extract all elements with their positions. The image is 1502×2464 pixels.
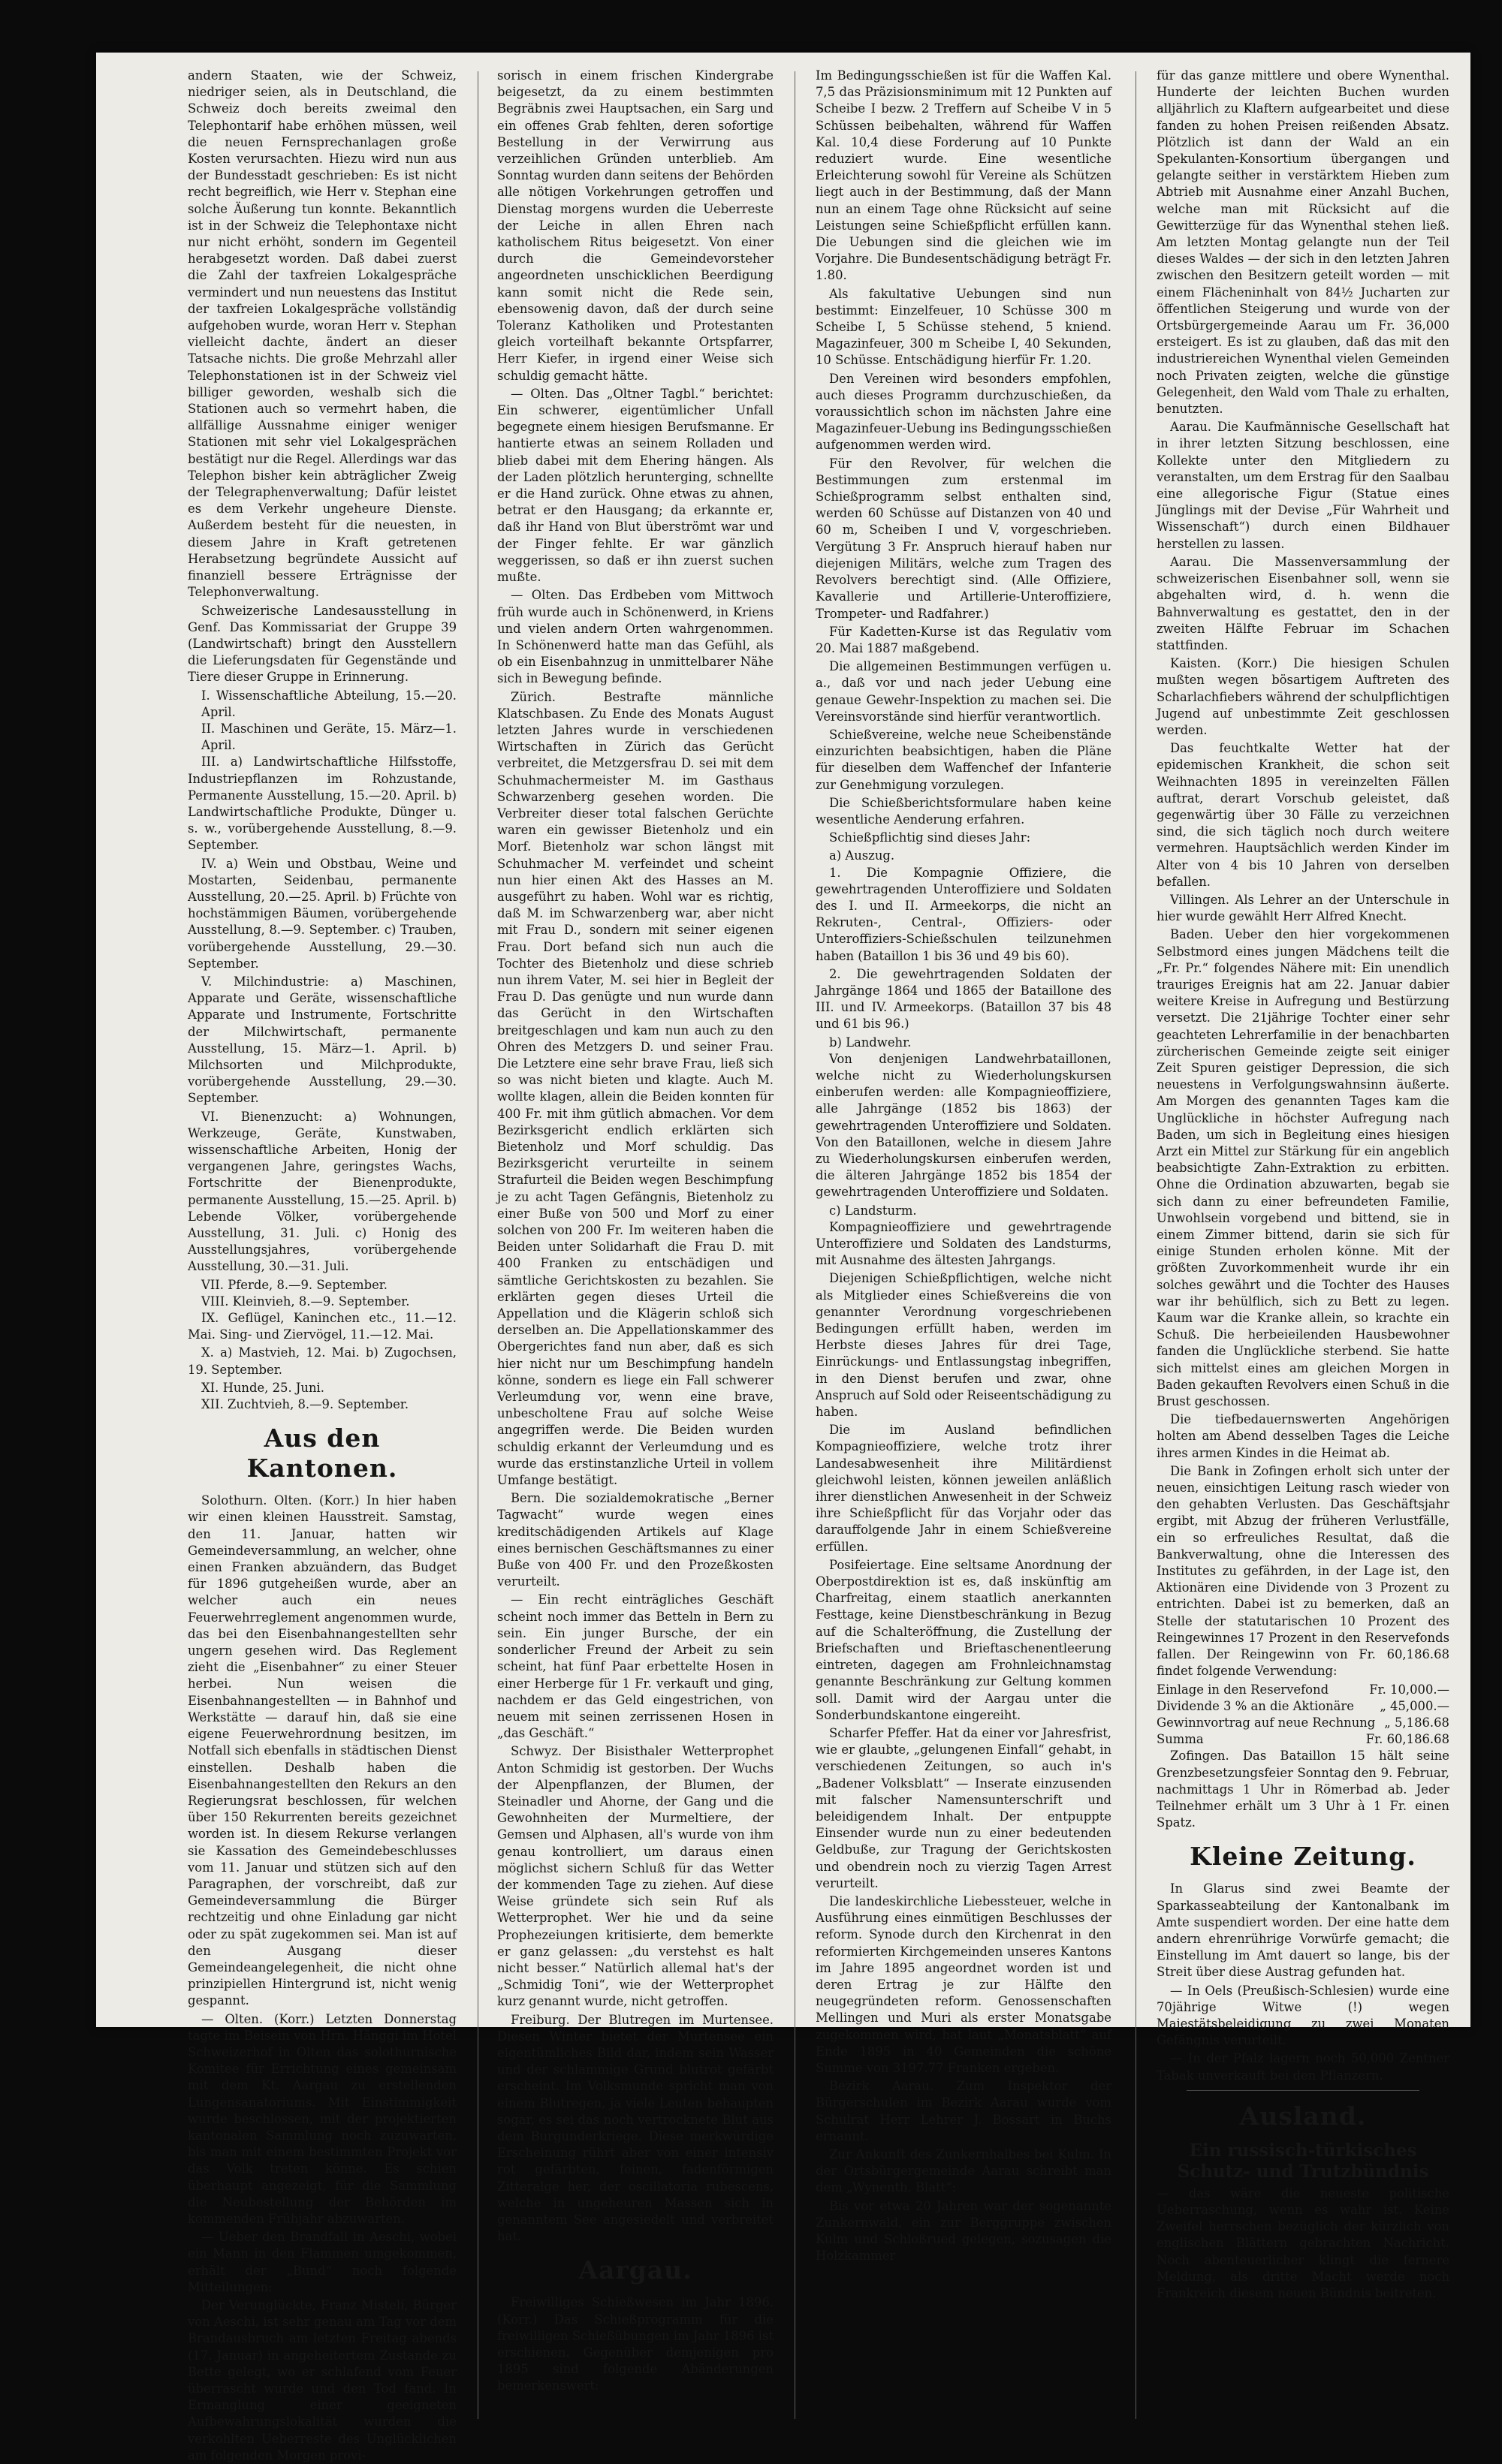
list-line: II. Maschinen und Geräte, 15. März—1. April.: [201, 721, 457, 753]
article-paragraph: — In der Pfalz lagern noch 50,000 Zentner Tabak unverkauft bei den Pflanzern.: [1157, 2051, 1449, 2083]
article-paragraph: Baden. Ueber den hier vorgekommenen Selbstmord eines jungen Mädchens teilt die „Fr. Pr.“ folgendes Nähere mit: Ein unendlich trauriges Ereignis hat am 22. Januar dabier weitere Kreise in Aufregung und Bestürzung versetzt. Die 21jährige Tochter einer sehr geachteten Lehrerfamilie in der benachbarten zürcherischen Gemeinde zeigte seit einiger Zeit Spuren geistiger Depression, die sich neuestens in Verfolgungswahnsinn äußerte. Am Morgen des genannten Tages kam die Unglückliche in höchster Aufregung nach Baden, um sich in Begleitung eines hiesigen Arzt ein Mittel zur Stärkung für ein angeblich beabsichtigte Zahn-Extraktion zu erbitten. Ohne die Ordination abzuwarten, begab sie sich dann zu einer befreundeten Familie, Unwohlsein vorgebend und bittend, sie in einem Zimmer bittend, darin sie sich für einige Stunden erholen könne. Mit der größten Zuvorkommenheit wurde ihr ein solches gewährt und die Tochter des Hauses war ihr behülflich, sich zu Bett zu legen. Kaum war die Kranke allein, so krachte ein Schuß. Die herbeieilenden Hausbewohner fanden die Unglückliche sterbend. Sie hatte sich mittelst eines am gleichen Morgen in Baden gekauften Revolvers einen Schuß in die Brust geschossen.: [1157, 927, 1449, 1409]
article-paragraph: Posifeiertage. Eine seltsame Anordnung der Oberpostdirektion ist es, daß inskünftig am Charfreitag, einem staatlich anerkannten Festtage, keine Dienstbeschränkung in Bezug auf die Schalteröffnung, die Zustellung der Briefschaften und Brieftaschenentleerung eintreten, dagegen am Frohnleichnamstag genannte Beschränkung zur Geltung kommen soll. Damit wird der Aargau unter die Sonderbundskantone eingereiht.: [816, 1557, 1111, 1722]
article-paragraph: Schießvereine, welche neue Scheibenstände einzurichten beabsichtigen, haben die Pläne für dieselben dem Waffenchef der Infanterie zur Genehmigung vorzulegen.: [816, 727, 1111, 792]
article-paragraph: Schießpflichtig sind dieses Jahr:: [829, 830, 1031, 845]
ledger-amount: Fr. 10,000.—: [1369, 1682, 1449, 1697]
list-line: b) Landwehr.: [829, 1035, 912, 1050]
article-paragraph: Schwyz. Der Bisisthaler Wetterprophet Anton Schmidig ist gestorben. Der Wuchs der Alpenpflanzen, der Blumen, der Steinadler und Ahorne, der Gang und die Gewohnheiten der Murmeltiere, der Gemsen und Alphasen, all's wurde von ihm genau kontrolliert, um daraus einen möglichst sichern Schluß für das Wetter der kommenden Tage zu ziehen. Auf diese Weise gründete sich sein Ruf als Wetterprophet. Wer hie und da seine Prophezeiungen kritisierte, dem bemerkte er ganz gelassen: „du verstehst es halt nicht besser.“ Natürlich allemal hat's der „Schmidig Toni“, wie der Wetterprophet kurz genannt wurde, nicht getroffen.: [497, 1744, 774, 2009]
article-paragraph: Aarau. Die Kaufmännische Gesellschaft hat in ihrer letzten Sitzung beschlossen, eine Kollekte unter den Mitgliedern zu veranstalten, um dem Erstrag für den Saalbau eine allegorische Figur (Statue eines Jünglings mit der Devise „Für Wahrheit und Wissenschaft“) durch einen Bildhauer herstellen zu lassen.: [1157, 420, 1449, 551]
article-headline: Ein russisch-türkisches Schutz- und Trutzbündnis: [1177, 2140, 1429, 2182]
article-paragraph: Die Schießberichtsformulare haben keine wesentliche Aenderung erfahren.: [816, 795, 1111, 827]
article-paragraph: In Glarus sind zwei Beamte der Sparkasseabteilung der Kantonalbank im Amte suspendiert worden. Der eine hatte dem andern ehrenrührige Vorwürfe gemacht; die Einstellung im Amt dauert so lange, bis der Streit über diese Austrag gefunden hat.: [1157, 1881, 1449, 1980]
list-line: VIII. Kleinvieh, 8.—9. September.: [201, 1294, 410, 1309]
article-paragraph: Zürich. Bestrafte männliche Klatschbasen. Zu Ende des Monats August letzten Jahres wurde in verschiedenen Wirtschaften in Zürich das Gerücht verbreitet, die Metzgersfrau D. sei mit dem Schuhmachermeister M. im Gasthaus Schwarzenberg gesehen worden. Die Verbreiter dieser total falschen Gerüchte waren ein gewisser Bietenholz und ein Morf. Bietenholz war schon längst mit Schuhmacher M. verfeindet und scheint nun hier einen Akt des Hasses an M. ausgeführt zu haben. Wohl war es richtig, daß M. im Schwarzenberg war, aber nicht mit Frau D., sondern mit seiner eigenen Frau. Dort befand sich nun auch die Tochter des Bietenholz und diese schrieb nun ihrem Vater, M. sei hier in Begleit der Frau D. Das genügte und nun wurde dann das Gerücht in den Wirtschaften breitgeschlagen und kam nun auch zu den Ohren des Metzgers D. und seiner Frau. Die Letztere eine sehr brave Frau, ließ sich so was nicht bieten und klagte. Auch M. wollte klagen, allein die Beiden konnten für 400 Fr. mit ihm gütlich abmachen. Vor dem Bezirksgericht endlich erklärten sich Bietenholz und Morf schuldig. Das Bezirksgericht verurteilte in seinem Strafurteil die Beiden wegen Beschimpfung je zu acht Tagen Gefängnis, Bietenholz zu einer Buße von 500 und Morf zu einer solchen von 200 Fr. Im weiteren haben die Beiden unter Solidarhaft die Frau D. mit 400 Franken zu entschädigen und sämtliche Gerichtskosten zu bezahlen. Sie erklärten gegen dieses Urteil die Appellation und die Klägerin schloß sich derselben an. Die Appellationskammer des Obergerichtes fand nun aber, daß es sich hier nicht nur um Beschimpfung handeln könne, sondern es liege ein Fall schwerer Verleumdung vor, wenn eine brave, unbescholtene Frau auf solche Weise angegriffen werde. Die Beiden wurden schuldig erkannt der Verleumdung und es wurde das erstinstanzliche Urteil in vollem Umfange bestätigt.: [497, 689, 774, 1488]
list-line: XII. Zuchtvieh, 8.—9. September.: [201, 1397, 409, 1412]
article-paragraph: — Olten. Das „Oltner Tagbl.“ berichtet: Ein schwerer, eigentümlicher Unfall begegnete einem hiesigen Berufsmanne. Er hantierte etwas an seinem Rolladen und blieb dabei mit dem Ehering hängen. Als der Laden plötzlich herunterging, schnellte er die Hand zurück. Ohne etwas zu ahnen, betrat er den Hausgang; da erkannte er, daß ihr Hand von Blut überströmt war und der Finger fehlte. Er war gänzlich weggerissen, so daß er ihn zuerst suchen mußte.: [497, 386, 774, 585]
article-paragraph: — Ein recht einträgliches Geschäft scheint noch immer das Betteln in Bern zu sein. Ein junger Bursche, der ein sonderlicher Freund der Arbeit zu sein scheint, hat fünf Paar erbettelte Hosen in einer Herberge für 1 Fr. verkauft und ging, nachdem er das Geld eingestrichen, von neuem mit seinen zerrissenen Hosen in „das Geschäft.“: [497, 1592, 774, 1741]
ledger-label: Dividende 3 % an die Aktionäre: [1157, 1698, 1354, 1713]
ledger-row: [1157, 1682, 1449, 1698]
article-paragraph: Bern. Die sozialdemokratische „Berner Tagwacht“ wurde wegen eines kreditschädigenden Artikels auf Klage eines bernischen Geschäftsmannes zu einer Buße von 400 Fr. und den Prozeßkosten verurteilt.: [497, 1491, 774, 1589]
article-paragraph: Freiburg. Der Blutregen im Murtensee. Diesen Winter bietet der Murtensee ein eigentümliches Bild dar, indem sein Wasser und der schlammige Grund blutrot gefärbt erscheint. Im Volksmunde spricht man von einem Blutregen, ja viele Leuten behaupten sogar, es sei das noch vertrocknete Blut aus dem Burgunderkriege. Diese merkwürdige Erscheinung rührt aber von einer intensiv rot gefärbten, feinen, fadenförmigen Zitteralge her, der oscillatoria rubescens, welche in ungeheuren Massen sich in genanntem See angesiedelt und verbreitet hat.: [497, 2012, 774, 2244]
article-paragraph: Aarau. Die Massenversammlung der schweizerischen Eisenbahner soll, wenn sie abgehalten wird, d. h. wenn die Bahnverwaltung es gestattet, den in der zweiten Hälfte Februar im Schachen stattfinden.: [1157, 554, 1449, 652]
article-paragraph: — Ueber den Brandfall in Aeschi, wobei ein Mann in den Flammen umgekommen, erhält der „Bund“ noch folgende Mitteilungen:: [188, 2230, 457, 2294]
article-paragraph: V. Milchindustrie: a) Maschinen, Apparate und Geräte, wissenschaftliche Apparate und Instrumente, Fortschritte der Milchwirtschaft, permanente Ausstellung, 15. März—1. April. b) Milchsorten und Milchprodukte, vorübergehende Ausstellung, 29.—30. September.: [188, 974, 457, 1106]
article-paragraph: Villingen. Als Lehrer an der Unterschule in hier wurde gewählt Herr Alfred Knecht.: [1157, 892, 1449, 924]
article-paragraph: andern Staaten, wie der Schweiz, niedriger seien, als in Deutschland, die Schweiz doch bereits zweimal den Telephontarif habe erhöhen müssen, weil die neuen Fernsprechanlagen große Kosten verursachten. Hiezu wird nun aus der Bundesstadt geschrieben: Es ist nicht recht begreiflich, wie Herr v. Stephan eine solche Äußerung tun konnte. Bekanntlich ist in der Schweiz die Telephontaxe nicht nur nicht erhöht, sondern im Gegenteil herabgesetzt worden. Daß dabei zuerst die Zahl der taxfreien Lokalgespräche vermindert und nun neuestens das Institut der taxfreien Lokalgespräche vollständig aufgehoben wurde, woran Herr v. Stephan vielleicht dachte, ändert an dieser Tatsache nichts. Die große Mehrzahl aller Telephonstationen ist in der Schweiz viel billiger geworden, weshalb sich die Stationen auch so vermehrt haben, die allfällige Aussnahme einiger weniger Stationen mit sehr viel Lokalgesprächen bestätigt nur die Regel. Allerdings war das Telephon bisher kein abträglicher Zweig der Telegraphenverwaltung; Dafür leistet es dem Verkehr ungeheure Dienste. Außerdem besteht für die neuesten, in diesem Jahre in Kraft getretenen Herabsetzung begründete Aussicht auf finanziell bessere Erträgnisse der Telephonverwaltung.: [188, 68, 457, 600]
list-line: c) Landsturm.: [829, 1203, 917, 1218]
article-paragraph: Für den Revolver, für welchen die Bestimmungen zum erstenmal im Schießprogramm selbst enthalten sind, werden 60 Schüsse auf Distanzen von 40 und 60 m, Scheiben I und V, vorgeschrieben. Vergütung 3 Fr. Anspruch hierauf haben nur diejenigen Militärs, welche zum Tragen des Revolvers berechtigt sind. (Alle Offiziere, Kavallerie und Artillerie-Unteroffiziere, Trompeter- und Radfahrer.): [816, 456, 1111, 621]
ledger-row: [1157, 1731, 1449, 1748]
article-paragraph: Den Vereinen wird besonders empfohlen, auch dieses Programm durchzuschießen, da voraussichtlich schon im nächsten Jahre eine Magazinfeuer-Uebung ins Bedingungsschießen aufgenommen werden wird.: [816, 371, 1111, 453]
article-paragraph: sorisch in einem frischen Kindergrabe beigesetzt, da zu einem bestimmten Begräbnis zwei Hauptsachen, ein Sarg und ein offenes Grab fehlten, deren sofortige Bestellung in der Verwirrung aus verzeihlichen Gründen unterblieb. Am Sonntag wurden dann seitens der Behörden alle nötigen Vorkehrungen getroffen und Dienstag morgens wurden die Ueberreste der Leiche in allen Ehren nach katholischem Ritus beigesetzt. Von einer durch die Gemeindevorsteher angeordneten unschicklichen Beerdigung kann somit nicht die Rede sein, ebensowenig davon, daß der durch seine Toleranz Katholiken und Protestanten gleich vorteilhaft bekannte Ortspfarrer, Herr Kiefer, in irgend einer Weise sich schuldig gemacht hätte.: [497, 68, 774, 383]
article-paragraph: 1. Die Kompagnie Offiziere, die gewehrtragenden Unteroffiziere und Soldaten des I. und II. Armeekorps, die nicht an Rekruten-, Central-, Offiziers- oder Unteroffiziers-Schießschulen teilzunehmen haben (Bataillon 1 bis 36 und 49 bis 60).: [816, 865, 1111, 963]
column-4: [1157, 68, 1449, 2426]
section-heading: Aus den Kantonen.: [246, 1423, 398, 1484]
article-paragraph: Als fakultative Uebungen sind nun bestimmt: Einzelfeuer, 10 Schüsse 300 m Scheibe I, 5 Schüsse stehend, 5 kniend. Magazinfeuer, 300 m Scheibe I, 40 Sekunden, 10 Schüsse. Entschädigung hierfür Fr. 1.20.: [816, 286, 1111, 368]
article-paragraph: Zofingen. Das Bataillon 15 hält seine Grenzbesetzungsfeier Sonntag den 9. Februar, nachmittags 1 Uhr in Römerbad ab. Jeder Teilnehmer erhält um 3 Uhr à 1 Fr. einen Spatz.: [1157, 1749, 1449, 1830]
ledger-row: [1157, 1715, 1449, 1731]
article-paragraph: III. a) Landwirtschaftliche Hilfsstoffe, Industriepflanzen im Rohzustande, Permanente Ausstellung, 15.—20. April. b) Landwirtschaftliche Produkte, Dünger u. s. w., vorübergehende Ausstellung, 8.—9. September.: [188, 755, 457, 853]
article-paragraph: Für Kadetten-Kurse ist das Regulativ vom 20. Mai 1887 maßgebend.: [816, 624, 1111, 655]
article-paragraph: Die im Ausland befindlichen Kompagnieoffiziere, welche trotz ihrer Landesabwesenheit ihre Militärdienst gleichwohl leisten, können jeweilen anläßlich ihrer dienstlichen Anwesenheit in der Schweiz ihre Schießpflicht für das Vorjahr oder das darauffolgende Jahr in einem Schießvereine erfüllen.: [816, 1423, 1111, 1554]
column-3: [816, 68, 1111, 2426]
article-paragraph: Scharfer Pfeffer. Hat da einer vor Jahresfrist, wie er glaubte, „gelungenen Einfall“ gehabt, in verschiedenen Zeitungen, so auch in's „Badener Volksblatt“ — Inserate einzusenden mit falscher Namensunterschrift und beleidigendem Inhalt. Der entpuppte Einsender wurde nun zu einer bedeutenden Geldbuße, zur Tragung der Gerichtskosten und obendrein noch zu vierzig Tagen Arrest verurteilt.: [816, 1725, 1111, 1890]
ledger-amount: „ 45,000.—: [1380, 1698, 1449, 1713]
article-paragraph: — Olten. (Korr.) Letzten Donnerstag tagte im Beisein von Hrn. Hänggi im Hotel Schweizerhof in Olten das solothurnische Komitee für Errichtung eines gemeinsam mit dem Kt. Aargau zu erstellenden Lungensanatoriums. Mit Einstimmigkeit wurde beschlossen, mit der projektierten kantonalen Sammlung noch zuzuwarten, bis man mit einem bestimmten Projekt vor das Volk treten könne. Es schien überhaupt angezeigt, für die Sammlung die Neubestellung der Behörden im kommenden Frühjahr abzuwarten.: [188, 2011, 457, 2226]
section-divider: [1187, 2090, 1419, 2091]
article-paragraph: Zur Ankunft des Zunkernhalbes bei Kulm. In der Ortsbürgergemeinde Aarau schreibt man dem „Wynenth. Blatt“:: [816, 2146, 1111, 2195]
article-paragraph: Der Verunglückte, Franz Mistelí, Bürger von Aeschi, ist sehr genau am Tag vor dem Brandausbruch am letzten Freitag abends (17. Januar) in angeheitertem Zustande zu Bette gelegt, wo er schlafend vom Feuer überrascht wurde und den Tod fand. In Ermanglung einer geeigneten Aufbewahrungslokalität wurden die verkohlten Ueberreste des Unglücklichen am folgenden Morgen provi-: [188, 2298, 457, 2462]
article-paragraph: — Olten. Das Erdbeben vom Mittwoch früh wurde auch in Schönenwerd, in Kriens und vielen andern Orten wahrgenommen. In Schönenwerd hatte man das Gefühl, als ob ein Eisenbahnzug in unmittelbarer Nähe sich in Bewegung befinde.: [497, 588, 774, 686]
article-paragraph: Diejenigen Schießpflichtigen, welche nicht als Mitglieder eines Schießvereins die von genannter Verordnung vorgeschriebenen Bedingungen erfüllt haben, werden im Herbste dieses Jahres für drei Tage, Einrückungs- und Entlassungstag inbegriffen, in den Dienst berufen und zwar, ohne Anspruch auf Sold oder Reiseentschädigung zu haben.: [816, 1271, 1111, 1420]
ledger-label: Summa: [1157, 1732, 1204, 1747]
ledger-label: Einlage in den Reservefond: [1157, 1682, 1329, 1697]
list-line: XI. Hunde, 25. Juni.: [201, 1380, 324, 1395]
article-paragraph: IV. a) Wein und Obstbau, Weine und Mostarten, Seidenbau, permanente Ausstellung, 20.—25. April. b) Früchte von hochstämmigen Bäumen, vorübergehende Ausstellung, 8.—9. September. c) Trauben, vorübergehende Ausstellung, 29.—30. September.: [188, 856, 457, 971]
article-paragraph: Im Bedingungsschießen ist für die Waffen Kal. 7,5 das Präzisionsminimum mit 12 Punkten auf Scheibe I bezw. 2 Treffern auf Scheibe V in 5 Schüssen beibehalten, während für Waffen Kal. 10,4 diese Forderung auf 10 Punkte reduziert wurde. Eine wesentliche Erleichterung sowohl für Vereine als Schützen liegt auch in der Bestimmung, daß der Mann nun an einem Tage ohne Rücksicht auf seine Leistungen seine Schießpflicht erfüllen kann. Die Uebungen sind die gleichen wie im Vorjahre. Die Bundesentschädigung beträgt Fr. 1.80.: [816, 68, 1111, 283]
article-paragraph: Die Bank in Zofingen erholt sich unter der neuen, einsichtigen Leitung rasch wieder von den gehabten Verlusten. Das Geschäftsjahr ergibt, mit Abzug der früheren Verlustfälle, ein so erfreuliches Resultat, daß die Bankverwaltung, ohne die Interessen des Institutes zu gefährden, in der Lage ist, den Aktionären eine Dividende von 3 Prozent zu entrichten. Dabei ist zu bemerken, daß an Stelle der statutarischen 10 Prozent des Reingewinnes 17 Prozent in den Reservefonds fallen. Der Reingewinn von Fr. 60,186.68 findet folgende Verwendung:: [1157, 1463, 1449, 1679]
article-paragraph: — In Oels (Preußisch-Schlesien) wurde eine 70jährige Witwe (!) wegen Majestätsbeleidigung zu zwei Monaten Gefängnis verurteilt.: [1157, 1983, 1449, 2048]
article-paragraph: IX. Geflügel, Kaninchen etc., 11.—12. Mai. Sing- und Ziervögel, 11.—12. Mai.: [188, 1311, 457, 1342]
column-1: [188, 68, 457, 2462]
article-paragraph: Die landeskirchliche Liebessteuer, welche in Ausführung eines einmütigen Beschlusses der reform. Synode durch den Kirchenrat in den reformierten Kirchgemeinden unseres Kantons im Jahre 1895 angeordnet worden ist und deren Ertrag je zur Hälfte den neugegründeten reform. Genossenschaften Mellingen und Muri als erster Monatsgabe zugekommen wird, hat laut „Monatsblatt“ auf Ende 1895 in 40 Gemeinden die schöne Summe von 3197.77 Franken ergeben.: [816, 1893, 1111, 2075]
article-paragraph: 2. Die gewehrtragenden Soldaten der Jahrgänge 1864 und 1865 der Bataillone des III. und IV. Armeekorps. (Bataillon 37 bis 48 und 61 bis 96.): [816, 966, 1111, 1032]
article-paragraph: Die tiefbedauernswerten Angehörigen holten am Abend desselben Tages die Leiche ihres armen Kindes in die Heimat ab.: [1157, 1412, 1449, 1460]
article-paragraph: VI. Bienenzucht: a) Wohnungen, Werkzeuge, Geräte, Kunstwaben, wissenschaftliche Arbeiten, Honig der vergangenen Jahre, geringstes Wachs, Fortschritte der Bienenprodukte, permanente Ausstellung, 15.—25. April. b) Lebende Völker, vorübergehende Ausstellung, 31. Juli. c) Honig des Ausstellungsjahres, vorübergehende Ausstellung, 30.—31. Juli.: [188, 1109, 457, 1274]
section-heading: Ausland.: [1239, 2101, 1367, 2131]
section-heading: Aargau.: [578, 2255, 692, 2285]
article-paragraph: Bis vor etwa 20 Jahren war der sogenannte Zunkernwald, ein zur Berggruppe zwischen Kulm und Schloßrued gelegen, sozusagen die Holzkammer: [816, 2198, 1111, 2264]
article-paragraph: Das feuchtkalte Wetter hat der epidemischen Krankheit, die schon seit Weihnachten 1895 in vereinzelten Fällen auftrat, derart Vorschub geleistet, daß gegenwärtig über 30 Fälle zu verzeichnen sind, die sich täglich noch durch weitere vermehren. Hauptsächlich werden Kinder im Alter von 4 bis 10 Jahren von derselben befallen.: [1157, 741, 1449, 889]
list-line: VII. Pferde, 8.—9. September.: [201, 1277, 388, 1292]
article-paragraph: Bezirk Aarau. Zum Inspektor der Bürgerschulen im Bezirk Aarau wurde vom Schulrat Herr Lehrer J. Bossart in Buchs ernannt.: [816, 2079, 1111, 2143]
article-paragraph: X. a) Mastvieh, 12. Mai. b) Zugochsen, 19. September.: [188, 1345, 457, 1377]
list-line: a) Auszug.: [829, 848, 895, 863]
column-2: [497, 68, 774, 2426]
article-paragraph: Kompagnieoffiziere und gewehrtragende Unteroffiziere und Soldaten des Landsturms, mit Ausnahme des ältesten Jahrgangs.: [816, 1219, 1111, 1268]
article-paragraph: Freiwilliges Schießwesen im Jahr 1896. (Korr.) Das Schießprogramm für die freiwilligen Schießübungen im Jahr 1896 ist erschienen. Gegenüber demjenigen pro 1895 sind folgende Abänderungen bemerkenswert:: [497, 2295, 774, 2393]
ledger-label: Gewinnvortrag auf neue Rechnung: [1157, 1715, 1376, 1730]
ledger-amount: „ 5,186.68: [1384, 1715, 1449, 1730]
article-paragraph: Schweizerische Landesausstellung in Genf. Das Kommissariat der Gruppe 39 (Landwirtschaft) bringt den Ausstellern die Lieferungsdaten für Gegenstände und Tiere dieser Gruppe in Erinnerung.: [188, 603, 457, 685]
article-paragraph: Von denjenigen Landwehrbataillonen, welche nicht zu Wiederholungskursen einberufen werden: alle Kompagnieoffiziere, alle Jahrgänge (1852 bis 1863) der gewehrtragenden Unteroffiziere und Soldaten. Von den Bataillonen, welche in diesem Jahre zu Wiederholungskursen einberufen werden, die älteren Jahrgänge 1852 bis 1854 der gewehrtragenden Unteroffiziere und Soldaten.: [816, 1051, 1111, 1200]
ledger-amount: Fr. 60,186.68: [1365, 1732, 1449, 1747]
article-paragraph: für das ganze mittlere und obere Wynenthal. Hunderte der leichten Buchen wurden alljährlich zu Klaftern aufgearbeitet und diese fanden zu hohen Preisen reißenden Absatz. Plötzlich ist dann der Wald an ein Spekulanten-Konsortium übergangen und gelangte seither in verstärktem Hieben zum Abtrieb mit Ausnahme einer Anzahl Buchen, welche man mit Rücksicht auf die Gewitterzüge für das Wynenthal stehen ließ. Am letzten Montag gelangte nun der Teil dieses Waldes — der sich in den letzten Jahren zwischen den Besitzern geteilt worden — mit einem Flächeninhalt von 84½ Jucharten zur öffentlichen Steigerung und wurde von der Ortsbürgergemeinde Aarau um Fr. 36,000 ersteigert. Es ist zu glauben, daß das mit den industriereichen Wynenthal vielen Gemeinden noch Privaten zeigten, welche die günstige Gelegenheit, den Wald vom Thale zu erhalten, benutzten.: [1157, 68, 1449, 417]
article-paragraph: Solothurn. Olten. (Korr.) In hier haben wir einen kleinen Hausstreit. Samstag, den 11. Januar, hatten wir Gemeindeversammlung, an welcher, ohne einen Franken abzuändern, das Budget für 1896 gutgeheißen wurde, aber an welcher auch ein neues Feuerwehrreglement angenommen wurde, das bei den Eisenbahnangestellten sehr ungern gesehen wird. Das Reglement zieht die „Eisenbahner“ zu einer Steuer herbei. Nun weisen die Eisenbahnangestellten — in Bahnhof und Werkstätte — darauf hin, daß sie eine eigene Feuerwehrordnung besitzen, im Notfall sich ebenfalls in städtischen Dienst einstellen. Deshalb haben die Eisenbahnangestellten den Rekurs an den Regierungsrat beschlossen, für welchen über 150 Rekurrenten bereits gezeichnet worden ist. In diesem Rekurse verlangen sie Kassation des Gemeindebeschlusses vom 11. Januar und stützen sich auf den Paragraphen, der vorschreibt, daß zur Gemeindeversammlung die Bürger rechtzeitig und ohne Einladung gar nicht oder zu spät zugekommen sei. Man ist auf den Ausgang dieser Gemeindeangelegenheit, die nicht ohne prinzipiellen Hintergrund ist, nicht wenig gespannt.: [188, 1493, 457, 2008]
section-heading: Kleine Zeitung.: [1190, 1842, 1416, 1872]
ledger-row: [1157, 1698, 1449, 1715]
article-paragraph: Die allgemeinen Bestimmungen verfügen u. a., daß vor und nach jeder Uebung eine genaue Gewehr-Inspektion zu machen sei. Die Vereinsvorstände sind hierfür verantwortlich.: [816, 659, 1111, 724]
list-line: I. Wissenschaftliche Abteilung, 15.—20. April.: [201, 688, 457, 719]
article-paragraph: — das wäre die neueste politische Ueberraschung, wenn es wahr ist. Keine Zweifel herrschen bezüglich der kürzlich von englischen Blättern gebrachten Nachricht. Noch abenteuerlicher klingt die fernere Meldung, als dritte Macht werde noch Frankreich diesem neuen Bündnis beitreten.: [1157, 2185, 1449, 2300]
article-paragraph: Kaisten. (Korr.) Die hiesigen Schulen mußten wegen bösartigem Auftreten des Scharlachfiebers während der schulpflichtigen Jugend auf unbestimmte Zeit geschlossen werden.: [1157, 656, 1449, 737]
